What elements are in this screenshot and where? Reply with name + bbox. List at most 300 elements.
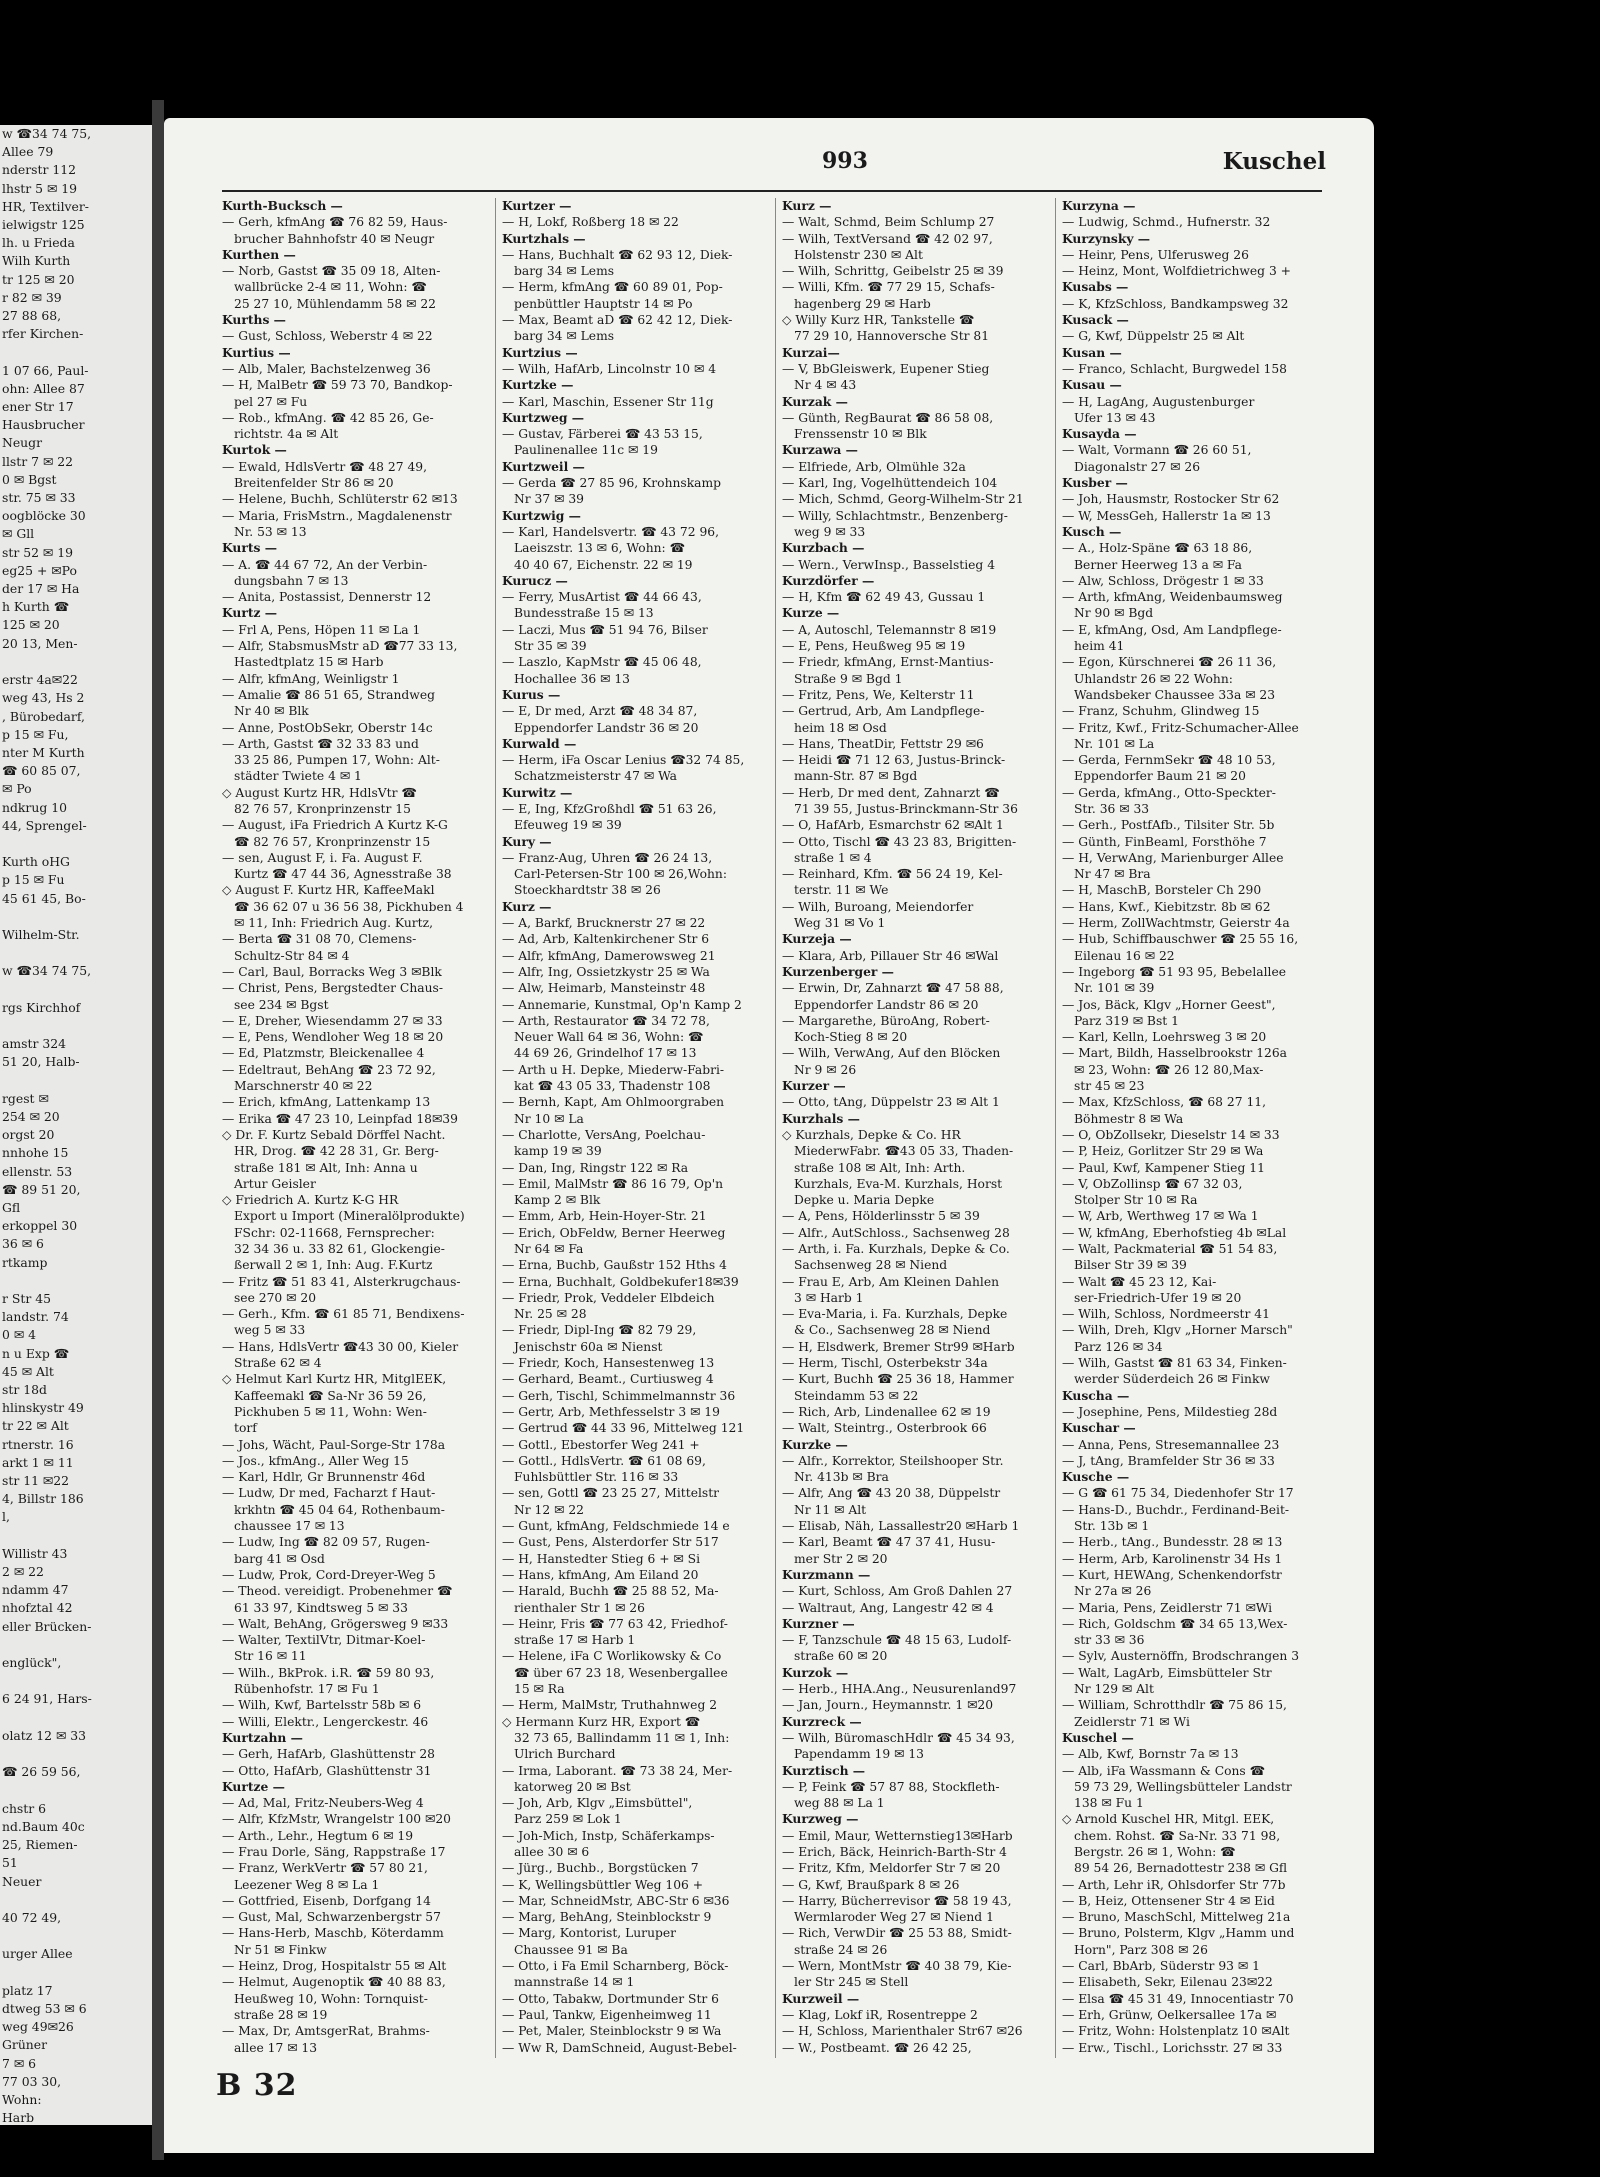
left-page-line: llstr 7 ✉ 22 xyxy=(2,453,74,469)
directory-entry-line: penbüttler Hauptstr 14 ✉ Po xyxy=(514,296,693,311)
directory-entry-line: — V, ObZollinsp ☎ 67 32 03, xyxy=(1062,1176,1243,1191)
directory-entry-line: — Fritz, Kfm, Meldorfer Str 7 ✉ 20 xyxy=(782,1861,1001,1876)
left-page-line: rgs Kirchhof xyxy=(2,999,81,1015)
directory-entry-line: Nr 10 ✉ La xyxy=(514,1111,584,1126)
directory-entry-line: 59 73 29, Wellingsbütteler Landstr xyxy=(1074,1779,1292,1794)
surname-heading: Kurzer — xyxy=(782,1078,846,1094)
directory-entry-line: — Pet, Maler, Steinblockstr 9 ✉ Wa xyxy=(502,2024,722,2039)
directory-entry-line: — Walter, TextilVtr, Ditmar-Koel- xyxy=(222,1633,426,1648)
directory-entry-line: — A., Holz-Späne ☎ 63 18 86, xyxy=(1062,541,1253,556)
directory-entry-line: — Marg, Kontorist, Luruper xyxy=(502,1926,677,1941)
left-page-line: r Str 45 xyxy=(2,1291,51,1306)
directory-entry-line: 82 76 57, Kronprinzenstr 15 xyxy=(234,801,411,816)
left-page-line: p 15 ✉ Fu, xyxy=(2,726,69,742)
directory-entry-line: FSchr: 02-11668, Fernsprecher: xyxy=(234,1225,435,1240)
surname-heading: Kurtze — xyxy=(222,1778,285,1794)
directory-entry-line: — H, Schloss, Marienthaler Str67 ✉26 xyxy=(782,2024,1023,2039)
directory-entry-line: — Hub, Schiffbauschwer ☎ 25 55 16, xyxy=(1062,932,1299,947)
directory-entry-line: — Gerh., PostfAfb., Tilsiter Str. 5b xyxy=(1062,818,1275,833)
left-page-line: nhofztal 42 xyxy=(2,1600,73,1616)
left-page-line: Wilhelm-Str. xyxy=(2,926,80,942)
directory-entry-line: Nr 4 ✉ 43 xyxy=(794,378,857,393)
directory-entry-line: str 33 ✉ 36 xyxy=(1074,1633,1145,1648)
directory-entry-line: — Hans, TheatDir, Fettstr 29 ✉6 xyxy=(782,736,984,751)
directory-entry-line: Rübenhofstr. 17 ✉ Fu 1 xyxy=(234,1682,380,1697)
directory-entry-line: — Gerda, FernmSekr ☎ 48 10 53, xyxy=(1062,753,1276,768)
surname-heading: Kurzok — xyxy=(782,1664,849,1680)
surname-heading: Kurthen — xyxy=(222,246,296,262)
directory-entry-line: Artur Geisler xyxy=(234,1176,316,1191)
left-page-line: 45 61 45, Bo- xyxy=(2,890,86,906)
directory-entry-line: — Karl, Ing, Vogelhüttendeich 104 xyxy=(782,476,998,491)
surname-heading: Kusayda — xyxy=(1062,426,1137,442)
left-page-line: nter M Kurth xyxy=(2,744,85,760)
directory-entry-line: — Arth u H. Depke, Miederw-Fabri- xyxy=(502,1062,725,1077)
book-spine xyxy=(152,100,164,2160)
directory-entry-line: — Wilh, Kwf, Bartelsstr 58b ✉ 6 xyxy=(222,1698,422,1713)
directory-entry-line: — Fritz, Pens, We, Kelterstr 11 xyxy=(782,687,975,702)
directory-entry-line: krkhtn ☎ 45 04 64, Rothenbaum- xyxy=(234,1502,445,1517)
directory-entry-line: Zeidlerstr 71 ✉ Wi xyxy=(1074,1714,1190,1729)
directory-entry-line: — Willy, Schlachtmstr., Benzenberg- xyxy=(782,508,1008,523)
directory-entry-line: ☎ 36 62 07 u 36 56 38, Pickhuben 4 xyxy=(234,899,464,914)
directory-entry-line: — Walt ☎ 45 23 12, Kai- xyxy=(1062,1274,1217,1289)
left-page-line: str 52 ✉ 19 xyxy=(2,544,73,560)
directory-entry-line: — Emm, Arb, Hein-Hoyer-Str. 21 xyxy=(502,1209,707,1224)
directory-entry-line: — Margarethe, BüroAng, Robert- xyxy=(782,1013,990,1028)
directory-entry-line: 44 69 26, Grindelhof 17 ✉ 13 xyxy=(514,1046,697,1061)
directory-entry-line: — Joh, Arb, Klgv „Eimsbüttel", xyxy=(502,1796,693,1811)
left-page-line: erkoppel 30 xyxy=(2,1218,78,1234)
directory-entry-line: — E, Ing, KfzGroßhdl ☎ 51 63 26, xyxy=(502,801,717,816)
directory-entry-line: — Klag, Lokf iR, Rosentreppe 2 xyxy=(782,2007,978,2022)
directory-entry-line: — Herm, ZollWachtmstr, Geierstr 4a xyxy=(1062,916,1290,931)
directory-entry-line: — Helene, iFa C Worlikowsky & Co xyxy=(502,1649,722,1664)
directory-entry-line: str 45 ✉ 23 xyxy=(1074,1079,1145,1094)
left-page-line xyxy=(0,653,152,671)
directory-entry-line: — Gerh, Tischl, Schimmelmannstr 36 xyxy=(502,1388,736,1403)
directory-entry-line: — Frau Dorle, Säng, Rappstraße 17 xyxy=(222,1844,446,1859)
left-page-line: landstr. 74 xyxy=(2,1309,69,1325)
directory-entry-line: — Elisabeth, Sekr, Eilenau 23✉22 xyxy=(1062,1975,1273,1990)
directory-entry-line: — Helmut, Augenoptik ☎ 40 88 83, xyxy=(222,1975,446,1990)
directory-entry-line: Hastedtplatz 15 ✉ Harb xyxy=(234,655,384,670)
left-page-line: amstr 324 xyxy=(2,1036,66,1052)
directory-entry-line: — Wilh, Gastst ☎ 81 63 34, Finken- xyxy=(1062,1356,1287,1371)
directory-entry-line: — Joh, Hausmstr, Rostocker Str 62 xyxy=(1062,492,1280,507)
surname-heading: Kuscha — xyxy=(1062,1387,1130,1403)
left-page-line xyxy=(0,1709,152,1727)
directory-entry-line: ☎ über 67 23 18, Wesenbergallee xyxy=(514,1665,728,1680)
left-page-line: 44, Sprengel- xyxy=(2,817,87,833)
directory-entry-line: straße 181 ✉ Alt, Inh: Anna u xyxy=(234,1160,418,1175)
surname-heading: Kurtzwig — xyxy=(502,507,581,523)
surname-heading: Kurtzhals — xyxy=(502,230,586,246)
directory-entry-line: — Rich, Goldschm ☎ 34 65 13,Wex- xyxy=(1062,1616,1288,1631)
directory-entry-line: — G, Kwf, Düppelstr 25 ✉ Alt xyxy=(1062,329,1245,344)
directory-entry-line: — Hans-Herb, Maschb, Köterdamm xyxy=(222,1926,444,1941)
directory-entry-line: Nr 90 ✉ Bgd xyxy=(1074,606,1154,621)
directory-entry-line: — Emil, MalMstr ☎ 86 16 79, Op'n xyxy=(502,1176,724,1191)
directory-entry-line: — B, Heiz, Ottensener Str 4 ✉ Eid xyxy=(1062,1893,1275,1908)
left-page-line: str 18d xyxy=(2,1382,47,1398)
directory-entry-line: — W, kfmAng, Eberhofstieg 4b ✉Lal xyxy=(1062,1225,1287,1240)
surname-heading: Kurzner — xyxy=(782,1615,855,1631)
directory-entry-line: — Bruno, Polsterm, Klgv „Hamm und xyxy=(1062,1926,1295,1941)
surname-heading: Kurzak — xyxy=(782,393,848,409)
left-page-line: p 15 ✉ Fu xyxy=(2,872,65,888)
directory-entry-line: — Mart, Bildh, Hasselbrookstr 126a xyxy=(1062,1046,1288,1061)
directory-entry-line: — Arth, Gastst ☎ 32 33 83 und xyxy=(222,736,419,751)
directory-entry-line: straße 108 ✉ Alt, Inh: Arth. xyxy=(794,1160,966,1175)
directory-entry-line: — Franz, Schuhm, Glindweg 15 xyxy=(1062,704,1260,719)
left-page-line: Wohn: xyxy=(2,2091,42,2107)
directory-entry-line: — Ludw, Dr med, Facharzt f Haut- xyxy=(222,1486,436,1501)
directory-entry-line: 33 25 86, Pumpen 17, Wohn: Alt- xyxy=(234,753,440,768)
directory-entry-line: 89 54 26, Bernadottestr 238 ✉ Gfl xyxy=(1074,1861,1288,1876)
directory-entry-line: Carl-Petersen-Str 100 ✉ 26,Wohn: xyxy=(514,867,727,882)
directory-entry-line: — Arth, Restaurator ☎ 34 72 78, xyxy=(502,1013,710,1028)
directory-entry-line: Nr 37 ✉ 39 xyxy=(514,492,584,507)
left-page-line: 77 03 30, xyxy=(2,2073,62,2089)
directory-entry-line: — Laczi, Mus ☎ 51 94 76, Bilser xyxy=(502,622,708,637)
directory-entry-line: Kurzhals, Eva-M. Kurzhals, Horst xyxy=(794,1176,1003,1191)
left-page-line: nnhohe 15 xyxy=(2,1145,69,1161)
surname-heading: Kurwald — xyxy=(502,735,577,751)
directory-entry-line: — Johs, Wächt, Paul-Sorge-Str 178a xyxy=(222,1437,446,1452)
directory-entry-line: ◇ Hermann Kurz HR, Export ☎ xyxy=(502,1714,701,1729)
left-page-line: Wilh Kurth xyxy=(2,253,71,269)
surname-heading: Kuschel — xyxy=(1062,1729,1134,1745)
left-page-line: Kurth oHG xyxy=(2,854,70,870)
directory-entry-line: — Charlotte, VersAng, Poelchau- xyxy=(502,1127,706,1142)
directory-entry-line: Stoeckhardtstr 38 ✉ 26 xyxy=(514,883,661,898)
directory-entry-line: — Laszlo, KapMstr ☎ 45 06 48, xyxy=(502,655,702,670)
surname-heading: Kusch — xyxy=(1062,523,1122,539)
surname-heading: Kurtius — xyxy=(222,344,291,360)
directory-entry-line: — Günth, FinBeaml, Forsthöhe 7 xyxy=(1062,834,1267,849)
directory-entry-line: Ulrich Burchard xyxy=(514,1747,616,1762)
directory-entry-line: — Helene, Buchh, Schlüterstr 62 ✉13 xyxy=(222,492,458,507)
directory-entry-line: Nr 9 ✉ 26 xyxy=(794,1062,857,1077)
surname-heading: Kusche — xyxy=(1062,1469,1130,1485)
directory-entry-line: — Ludwig, Schmd., Hufnerstr. 32 xyxy=(1062,215,1271,230)
left-page-line: 0 ✉ Bgst xyxy=(2,471,57,487)
directory-entry-line: weg 5 ✉ 33 xyxy=(234,1323,306,1338)
directory-entry-line: dungsbahn 7 ✉ 13 xyxy=(234,573,349,588)
directory-entry-line: — Waltraut, Ang, Langestr 42 ✉ 4 xyxy=(782,1600,994,1615)
surname-heading: Kusack — xyxy=(1062,312,1129,328)
surname-heading: Kurzai— xyxy=(782,344,840,360)
directory-entry-line: Kurtz ☎ 47 44 36, Agnesstraße 38 xyxy=(234,867,452,882)
directory-entry-line: — Kurt, HEWAng, Schenkendorfstr xyxy=(1062,1567,1282,1582)
page-header xyxy=(222,148,1326,188)
directory-entry-line: heim 18 ✉ Osd xyxy=(794,720,887,735)
directory-entry-line: — Karl, Maschin, Essener Str 11g xyxy=(502,394,714,409)
directory-entry-line: — Alb, iFa Wassmann & Cons ☎ xyxy=(1062,1763,1265,1778)
directory-entry-line: 15 ✉ Ra xyxy=(514,1682,565,1697)
directory-entry-line: — Wilh, Schloss, Nordmeerstr 41 xyxy=(1062,1307,1270,1322)
directory-entry-line: — Irma, Laborant. ☎ 73 38 24, Mer- xyxy=(502,1763,733,1778)
directory-entry-line: — Walt, BehAng, Grögersweg 9 ✉33 xyxy=(222,1616,449,1631)
directory-entry-line: — H, LagAng, Augustenburger xyxy=(1062,394,1255,409)
directory-entry-line: — Hans, Buchhalt ☎ 62 93 12, Diek- xyxy=(502,247,733,262)
directory-entry-line: — Jos, Bäck, Klgv „Horner Geest", xyxy=(1062,997,1276,1012)
directory-entry-line: Jenischstr 60a ✉ Nienst xyxy=(514,1339,663,1354)
directory-entry-line: — Kurt, Buchh ☎ 25 36 18, Hammer xyxy=(782,1372,1014,1387)
directory-entry-line: Neuer Wall 64 ✉ 36, Wohn: ☎ xyxy=(514,1030,704,1045)
left-page-line: ✉ Gll xyxy=(2,526,35,542)
directory-entry-line: — Wern., VerwInsp., Basselstieg 4 xyxy=(782,557,996,572)
directory-entry-line: — Ad, Mal, Fritz-Neubers-Weg 4 xyxy=(222,1796,424,1811)
directory-entry-line: — Willi, Elektr., Lengerckestr. 46 xyxy=(222,1714,429,1729)
directory-entry-line: ☎ 82 76 57, Kronprinzenstr 15 xyxy=(234,834,431,849)
directory-entry-line: — Walt, Steintrg., Osterbrook 66 xyxy=(782,1421,987,1436)
directory-entry-line: — Maria, Pens, Zeidlerstr 71 ✉Wi xyxy=(1062,1600,1273,1615)
directory-entry-line: — Alfr, KfzMstr, Wrangelstr 100 ✉20 xyxy=(222,1812,451,1827)
directory-entry-line: — Marg, BehAng, Steinblockstr 9 xyxy=(502,1910,712,1925)
directory-entry-line: — Wilh, BüromaschHdlr ☎ 45 34 93, xyxy=(782,1730,1015,1745)
directory-entry-line: — Annemarie, Kunstmal, Op'n Kamp 2 xyxy=(502,997,742,1012)
directory-entry-line: — Alb, Kwf, Bornstr 7a ✉ 13 xyxy=(1062,1747,1239,1762)
directory-entry-line: — P, Feink ☎ 57 87 88, Stockfleth- xyxy=(782,1779,1000,1794)
left-page-line: urger Allee xyxy=(2,1946,73,1962)
directory-entry-line: Eppendorfer Baum 21 ✉ 20 xyxy=(1074,769,1246,784)
directory-entry-line: — Gerhard, Beamt., Curtiusweg 4 xyxy=(502,1372,714,1387)
left-page-line: eg25 + ✉Po xyxy=(2,562,77,578)
directory-entry-line: — Hans-D., Buchdr., Ferdinand-Beit- xyxy=(1062,1502,1290,1517)
header-rule xyxy=(222,190,1322,192)
directory-entry-line: ◇ August F. Kurtz HR, KaffeeMakl xyxy=(222,883,435,898)
directory-entry-line: — Walt, Packmaterial ☎ 51 54 83, xyxy=(1062,1242,1278,1256)
surname-heading: Kurzdörfer — xyxy=(782,572,875,588)
directory-entry-line: 77 29 10, Hannoversche Str 81 xyxy=(794,329,990,344)
directory-entry-line: Stolper Str 10 ✉ Ra xyxy=(1074,1193,1198,1208)
directory-entry-line: — Gust, Mal, Schwarzenbergstr 57 xyxy=(222,1910,441,1925)
directory-entry-line: — Kurt, Schloss, Am Groß Dahlen 27 xyxy=(782,1584,1013,1599)
column-divider xyxy=(1055,198,1056,2058)
directory-entry-line: — Gertrud ☎ 44 33 96, Mittelweg 121 xyxy=(502,1421,745,1436)
directory-entry-line: — Hans, HdlsVertr ☎43 30 00, Kieler xyxy=(222,1339,459,1354)
directory-entry-line: — Walt, LagArb, Eimsbütteler Str xyxy=(1062,1665,1272,1680)
directory-entry-line: 138 ✉ Fu 1 xyxy=(1074,1796,1144,1811)
left-page-line: n u Exp ☎ xyxy=(2,1345,70,1361)
directory-entry-line: — Gunt, kfmAng, Feldschmiede 14 e xyxy=(502,1519,730,1534)
left-page-line: tr 125 ✉ 20 xyxy=(2,271,75,287)
directory-entry-line: see 270 ✉ 20 xyxy=(234,1290,317,1305)
left-page-line: rfer Kirchen- xyxy=(2,326,84,342)
directory-entry-line: — Paul, Tankw, Eigenheimweg 11 xyxy=(502,2007,712,2022)
left-page-line xyxy=(0,835,152,853)
directory-entry-line: — Erna, Buchb, Gaußstr 152 Hths 4 xyxy=(502,1258,727,1273)
directory-entry-line: — Harald, Buchh ☎ 25 88 52, Ma- xyxy=(502,1584,719,1599)
directory-entry-line: — Paul, Kwf, Kampener Stieg 11 xyxy=(1062,1160,1265,1175)
directory-entry-line: Parz 319 ✉ Bst 1 xyxy=(1074,1013,1179,1028)
page-number: 993 xyxy=(822,148,868,174)
directory-entry-line: Wandsbeker Chaussee 33a ✉ 23 xyxy=(1074,687,1276,702)
directory-entry-line: — Friedr, Prok, Veddeler Elbdeich xyxy=(502,1290,715,1305)
directory-entry-line: allee 30 ✉ 6 xyxy=(514,1844,590,1859)
directory-entry-line: Nr 51 ✉ Finkw xyxy=(234,1942,327,1957)
directory-entry-line: Steindamm 53 ✉ 22 xyxy=(794,1388,919,1403)
directory-entry-line: — Jan, Journ., Heymannstr. 1 ✉20 xyxy=(782,1698,994,1713)
directory-entry-line: — Max, Beamt aD ☎ 62 42 12, Diek- xyxy=(502,313,733,328)
directory-entry-line: — Ludw, Prok, Cord-Dreyer-Weg 5 xyxy=(222,1567,436,1582)
directory-entry-line: see 234 ✉ Bgst xyxy=(234,997,329,1012)
left-page-line: 7 ✉ 6 xyxy=(2,2055,37,2071)
directory-entry-line: — Heinr, Fris ☎ 77 63 42, Friedhof- xyxy=(502,1616,728,1631)
directory-entry-line: — Wilh, VerwAng, Auf den Blöcken xyxy=(782,1046,1001,1061)
directory-entry-line: Nr 47 ✉ Bra xyxy=(1074,867,1151,882)
directory-entry-line: chaussee 17 ✉ 13 xyxy=(234,1519,345,1534)
left-page-line: ener Str 17 xyxy=(2,399,74,415)
directory-entry-line: Efeuweg 19 ✉ 39 xyxy=(514,818,622,833)
directory-entry-line: katorweg 20 ✉ Bst xyxy=(514,1779,631,1794)
left-page-line: 4, Billstr 186 xyxy=(2,1491,84,1507)
directory-entry-line: terstr. 11 ✉ We xyxy=(794,883,889,898)
directory-entry-line: — Gerh, HafArb, Glashüttenstr 28 xyxy=(222,1747,435,1762)
directory-entry-line: — Rich, Arb, Lindenallee 62 ✉ 19 xyxy=(782,1404,991,1419)
directory-entry-line: Fuhlsbüttler Str. 116 ✉ 33 xyxy=(514,1470,679,1485)
directory-entry-line: — A, Autoschl, Telemannstr 8 ✉19 xyxy=(782,622,997,637)
directory-entry-line: — Gerh, kfmAng ☎ 76 82 59, Haus- xyxy=(222,215,448,230)
directory-entry-line: — A. ☎ 44 67 72, An der Verbin- xyxy=(222,557,428,572)
directory-entry-line: MiederwFabr. ☎43 05 33, Thaden- xyxy=(794,1144,1014,1159)
surname-heading: Kurz — xyxy=(782,198,832,213)
directory-entry-line: 71 39 55, Justus-Brinckmann-Str 36 xyxy=(794,801,1018,816)
directory-entry-line: — Karl, Hdlr, Gr Brunnenstr 46d xyxy=(222,1470,426,1485)
left-page-line: weg 43, Hs 2 xyxy=(2,690,85,706)
directory-entry-line: — H, Elsdwerk, Bremer Str99 ✉Harb xyxy=(782,1339,1015,1354)
directory-entry-line: — W, Arb, Werthweg 17 ✉ Wa 1 xyxy=(1062,1209,1259,1224)
directory-entry-line: — Ewald, HdlsVertr ☎ 48 27 49, xyxy=(222,459,428,474)
directory-entry-line: ◇ Willy Kurz HR, Tankstelle ☎ xyxy=(782,313,975,328)
directory-entry-line: — E, Dreher, Wiesendamm 27 ✉ 33 xyxy=(222,1013,443,1028)
directory-entry-line: Papendamm 19 ✉ 13 xyxy=(794,1747,924,1762)
left-page-line: str 11 ✉22 xyxy=(2,1473,70,1489)
left-page-line: ☎ 26 59 56, xyxy=(2,1764,81,1780)
directory-entry-line: — Mar, SchneidMstr, ABC-Str 6 ✉36 xyxy=(502,1893,730,1908)
left-page-line xyxy=(0,1272,152,1290)
directory-entry-line: — Edeltraut, BehAng ☎ 23 72 92, xyxy=(222,1062,436,1077)
directory-entry-line: torf xyxy=(234,1421,257,1436)
surname-heading: Kurus — xyxy=(502,686,561,702)
directory-entry-line: — Friedr, kfmAng, Ernst-Mantius- xyxy=(782,655,994,670)
surname-heading: Kurz — xyxy=(502,898,552,914)
directory-entry-line: — Anita, Postassist, Dennerstr 12 xyxy=(222,590,432,605)
directory-entry-line: Wermlaroder Weg 27 ✉ Niend 1 xyxy=(794,1910,994,1925)
directory-entry-line: — August, iFa Friedrich A Kurtz K-G xyxy=(222,818,448,833)
directory-entry-line: — Otto, tAng, Düppelstr 23 ✉ Alt 1 xyxy=(782,1095,1000,1110)
directory-entry-line: — Gerda, kfmAng., Otto-Speckter- xyxy=(1062,785,1276,800)
directory-entry-line: Nr. 101 ✉ La xyxy=(1074,736,1155,751)
surname-heading: Kury — xyxy=(502,833,552,849)
surname-heading: Kurzenberger — xyxy=(782,963,894,979)
directory-entry-line: weg 88 ✉ La 1 xyxy=(794,1796,885,1811)
directory-entry-line: — Harry, Bücherrevisor ☎ 58 19 43, xyxy=(782,1893,1012,1908)
directory-entry-line: — Heinz, Drog, Hospitalstr 55 ✉ Alt xyxy=(222,1959,447,1974)
directory-entry-line: — Frl A, Pens, Höpen 11 ✉ La 1 xyxy=(222,622,421,637)
directory-entry-line: — H, Kfm ☎ 62 49 43, Gussau 1 xyxy=(782,590,986,605)
left-page-line: w ☎34 74 75, xyxy=(2,126,92,141)
left-page-line: rtkamp xyxy=(2,1254,48,1270)
page-code: B 32 xyxy=(216,2068,298,2103)
directory-entry-line: Holstenstr 230 ✉ Alt xyxy=(794,247,923,262)
directory-entry-line: 25 27 10, Mühlendamm 58 ✉ 22 xyxy=(234,296,436,311)
left-page-line xyxy=(0,1891,152,1909)
directory-entry-line: weg 9 ✉ 33 xyxy=(794,524,866,539)
directory-entry-line: Str. 13b ✉ 1 xyxy=(1074,1519,1150,1534)
directory-entry-line: — E, Pens, Wendloher Weg 18 ✉ 20 xyxy=(222,1030,444,1045)
directory-entry-line: barg 41 ✉ Osd xyxy=(234,1551,325,1566)
directory-entry-line: — Wern, MontMstr ☎ 40 38 79, Kie- xyxy=(782,1959,1012,1974)
surname-heading: Kurzreck — xyxy=(782,1713,862,1729)
directory-entry-line: barg 34 ✉ Lems xyxy=(514,329,615,344)
directory-entry-line: — Arth., Lehr., Hegtum 6 ✉ 19 xyxy=(222,1828,414,1843)
directory-entry-line: Berner Heerweg 13 a ✉ Fa xyxy=(1074,557,1242,572)
directory-entry-line: — Mich, Schmd, Georg-Wilhelm-Str 21 xyxy=(782,492,1024,507)
directory-entry-line: Laeiszstr. 13 ✉ 6, Wohn: ☎ xyxy=(514,541,685,556)
directory-entry-line: barg 34 ✉ Lems xyxy=(514,264,615,279)
directory-entry-line: — Norb, Gastst ☎ 35 09 18, Alten- xyxy=(222,264,441,279)
left-page-line: orgst 20 xyxy=(2,1127,55,1143)
directory-entry-line: — Alb, Maler, Bachstelzenweg 36 xyxy=(222,361,431,376)
directory-entry-line: ◇ Dr. F. Kurtz Sebald Dörffel Nacht. xyxy=(222,1127,446,1142)
directory-entry-line: — A, Pens, Hölderlinsstr 5 ✉ 39 xyxy=(782,1209,980,1224)
directory-entry-line: Marschnerstr 40 ✉ 22 xyxy=(234,1079,373,1094)
directory-entry-line: — Ww R, DamSchneid, August-Bebel- xyxy=(502,2040,737,2055)
directory-entry-line: — Herb., tAng., Bundesstr. 28 ✉ 13 xyxy=(1062,1535,1283,1550)
directory-entry-line: — Christ, Pens, Bergstedter Chaus- xyxy=(222,981,443,996)
directory-entry-line xyxy=(782,2056,1044,2058)
directory-entry-line: werder Süderdeich 26 ✉ Finkw xyxy=(1074,1372,1270,1387)
directory-entry-line: Weg 31 ✉ Vo 1 xyxy=(794,916,886,931)
directory-entry-line: — Herb, Dr med dent, Zahnarzt ☎ xyxy=(782,785,1000,800)
directory-entry-line: — J, tAng, Bramfelder Str 36 ✉ 33 xyxy=(1062,1453,1275,1468)
running-head: Kuschel xyxy=(1222,148,1326,175)
left-page-line: nd.Baum 40c xyxy=(2,1818,85,1834)
directory-entry-line: ◇ Kurzhals, Depke & Co. HR xyxy=(782,1127,961,1142)
directory-entry-line: Sachsenweg 28 ✉ Niend xyxy=(794,1258,948,1273)
column-1 xyxy=(222,198,484,2058)
directory-entry-line: — Elfriede, Arb, Olmühle 32a xyxy=(782,459,966,474)
directory-entry-line: — Arth, Lehr iR, Ohlsdorfer Str 77b xyxy=(1062,1877,1286,1892)
column-2 xyxy=(502,198,764,2058)
left-page-line: 20 13, Men- xyxy=(2,635,78,651)
left-page-line: 27 88 68, xyxy=(2,308,62,324)
column-divider xyxy=(495,198,496,2058)
directory-entry-line: — Alfr, StabsmusMstr aD ☎77 33 13, xyxy=(222,639,458,654)
directory-entry-line: — Erwin, Dr, Zahnarzt ☎ 47 58 88, xyxy=(782,981,1004,996)
directory-entry-line: — Franz-Aug, Uhren ☎ 26 24 13, xyxy=(502,850,713,865)
directory-entry-line: — Herb., HHA.Ang., Neusurenland97 xyxy=(782,1682,1017,1697)
directory-entry-line: — Erh, Grünw, Oelkersallee 17a ✉ xyxy=(1062,2007,1277,2022)
left-page-line: chstr 6 xyxy=(2,1800,47,1816)
left-page-line: rtnerstr. 16 xyxy=(2,1436,74,1452)
directory-entry-line: mannstraße 14 ✉ 1 xyxy=(514,1975,635,1990)
directory-entry-line: Hochallee 36 ✉ 13 xyxy=(514,671,631,686)
directory-entry-line: — Erich, ObFeldw, Berner Heerweg xyxy=(502,1225,726,1240)
directory-entry-line: — Willi, Kfm. ☎ 77 29 15, Schafs- xyxy=(782,280,995,295)
left-page-line: lhstr 5 ✉ 19 xyxy=(2,180,78,196)
directory-entry-line: — Friedr, Dipl-Ing ☎ 82 79 29, xyxy=(502,1323,697,1338)
directory-entry-line: Uhlandstr 26 ✉ 22 Wohn: xyxy=(1074,671,1233,686)
directory-entry-line: chem. Rohst. ☎ Sa-Nr. 33 71 98, xyxy=(1074,1828,1281,1843)
directory-entry-line: — Alfr., AutSchloss., Sachsenweg 28 xyxy=(782,1225,1010,1240)
directory-entry-line: Bilser Str 39 ✉ 39 xyxy=(1074,1258,1187,1273)
directory-entry-line: — Heidi ☎ 71 12 63, Justus-Brinck- xyxy=(782,753,1006,768)
directory-entry-line: Straße 9 ✉ Bgd 1 xyxy=(794,671,903,686)
